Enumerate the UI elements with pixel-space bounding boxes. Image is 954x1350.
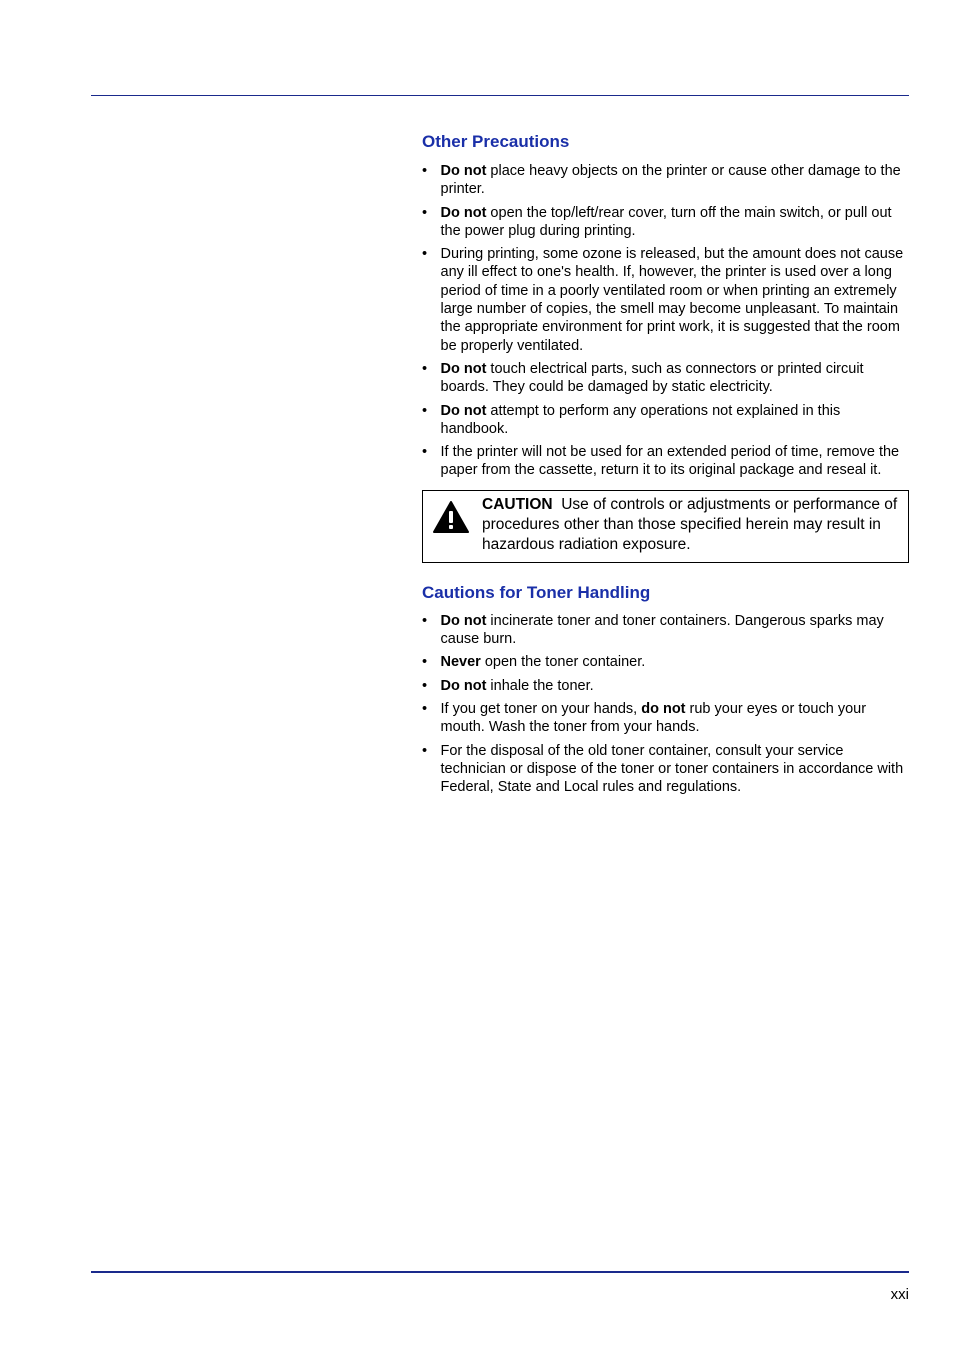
other-precautions-heading: Other Precautions (422, 132, 570, 151)
footer-rule (91, 1271, 909, 1273)
list-item (422, 700, 909, 737)
emphasis: Do not (440, 612, 487, 629)
caution-label: CAUTION (482, 495, 553, 513)
emphasis: do not (641, 700, 686, 717)
other-precautions-list (422, 162, 909, 480)
bullet-mark: • (422, 444, 428, 461)
item-text: incinerate toner and toner containers. Dangerous sparks may cause burn. (440, 612, 884, 648)
bullet-mark: • (422, 402, 428, 419)
bullet-mark: • (422, 204, 428, 221)
list-item (422, 677, 909, 695)
item-text: open the top/left/rear cover, turn off the main switch, or pull out the power plug during printing. (440, 204, 892, 239)
emphasis: Do not (440, 163, 487, 179)
caution-text (482, 495, 902, 556)
bullet-mark: • (422, 246, 428, 263)
emphasis: Never (440, 654, 481, 671)
item-text: During printing, some ozone is released, but the amount does not cause any ill effect to one's health. If, however, the printer is used over a long period of time in a poorly ventilated room or when printing an extremely large number of copies, the smell may become unpleasant. To maintain the appropriate environment for print work, it is suggested that the room be properly ventilated. (440, 246, 904, 354)
warning-triangle-icon (432, 500, 470, 534)
item-text: For the disposal of the old toner container, consult your service technician or dispose of the toner or toner containers in accordance with Federal, State and Local rules and regulations. (440, 742, 904, 796)
page-number: xxi (890, 1286, 909, 1303)
bullet-mark: • (422, 612, 428, 629)
caution-body: Use of controls or adjustments or performance of procedures other than those specified herein may result in hazardous radiation exposure. (482, 495, 898, 554)
item-text: inhale the toner. (486, 677, 594, 694)
toner-handling-heading: Cautions for Toner Handling (422, 582, 651, 602)
list-item (422, 162, 909, 199)
bullet-mark: • (422, 700, 428, 717)
list-item (422, 742, 909, 797)
item-text: attempt to perform any operations not explained in this handbook. (440, 402, 841, 437)
item-text: place heavy objects on the printer or cause other damage to the printer. (440, 163, 901, 198)
emphasis: Do not (440, 204, 487, 221)
list-item (422, 653, 909, 671)
bullet-mark: • (422, 163, 428, 179)
item-text: open the toner container. (480, 654, 646, 671)
list-item (422, 612, 909, 649)
emphasis: Do not (440, 360, 487, 377)
list-item (422, 245, 909, 355)
list-item (422, 402, 909, 439)
caution-box (422, 490, 909, 563)
list-item (422, 204, 909, 241)
list-item (422, 443, 909, 480)
item-text: touch electrical parts, such as connectors or printed circuit boards. They could be damaged by static electricity. (440, 360, 864, 396)
bullet-mark: • (422, 742, 428, 759)
list-item (422, 360, 909, 397)
bullet-mark: • (422, 677, 428, 694)
emphasis: Do not (440, 677, 487, 694)
bullet-mark: • (422, 360, 428, 377)
item-text: If you get toner on your hands, (440, 700, 642, 717)
header-rule (91, 95, 909, 96)
emphasis: Do not (440, 402, 487, 419)
toner-handling-list (422, 612, 909, 797)
main-content (422, 131, 909, 801)
bullet-mark: • (422, 654, 428, 671)
item-text: If the printer will not be used for an extended period of time, remove the paper from the cassette, return it to its original package and reseal it. (440, 444, 900, 479)
item-text: rub your eyes or touch your mouth. Wash the toner from your hands. (440, 700, 867, 736)
